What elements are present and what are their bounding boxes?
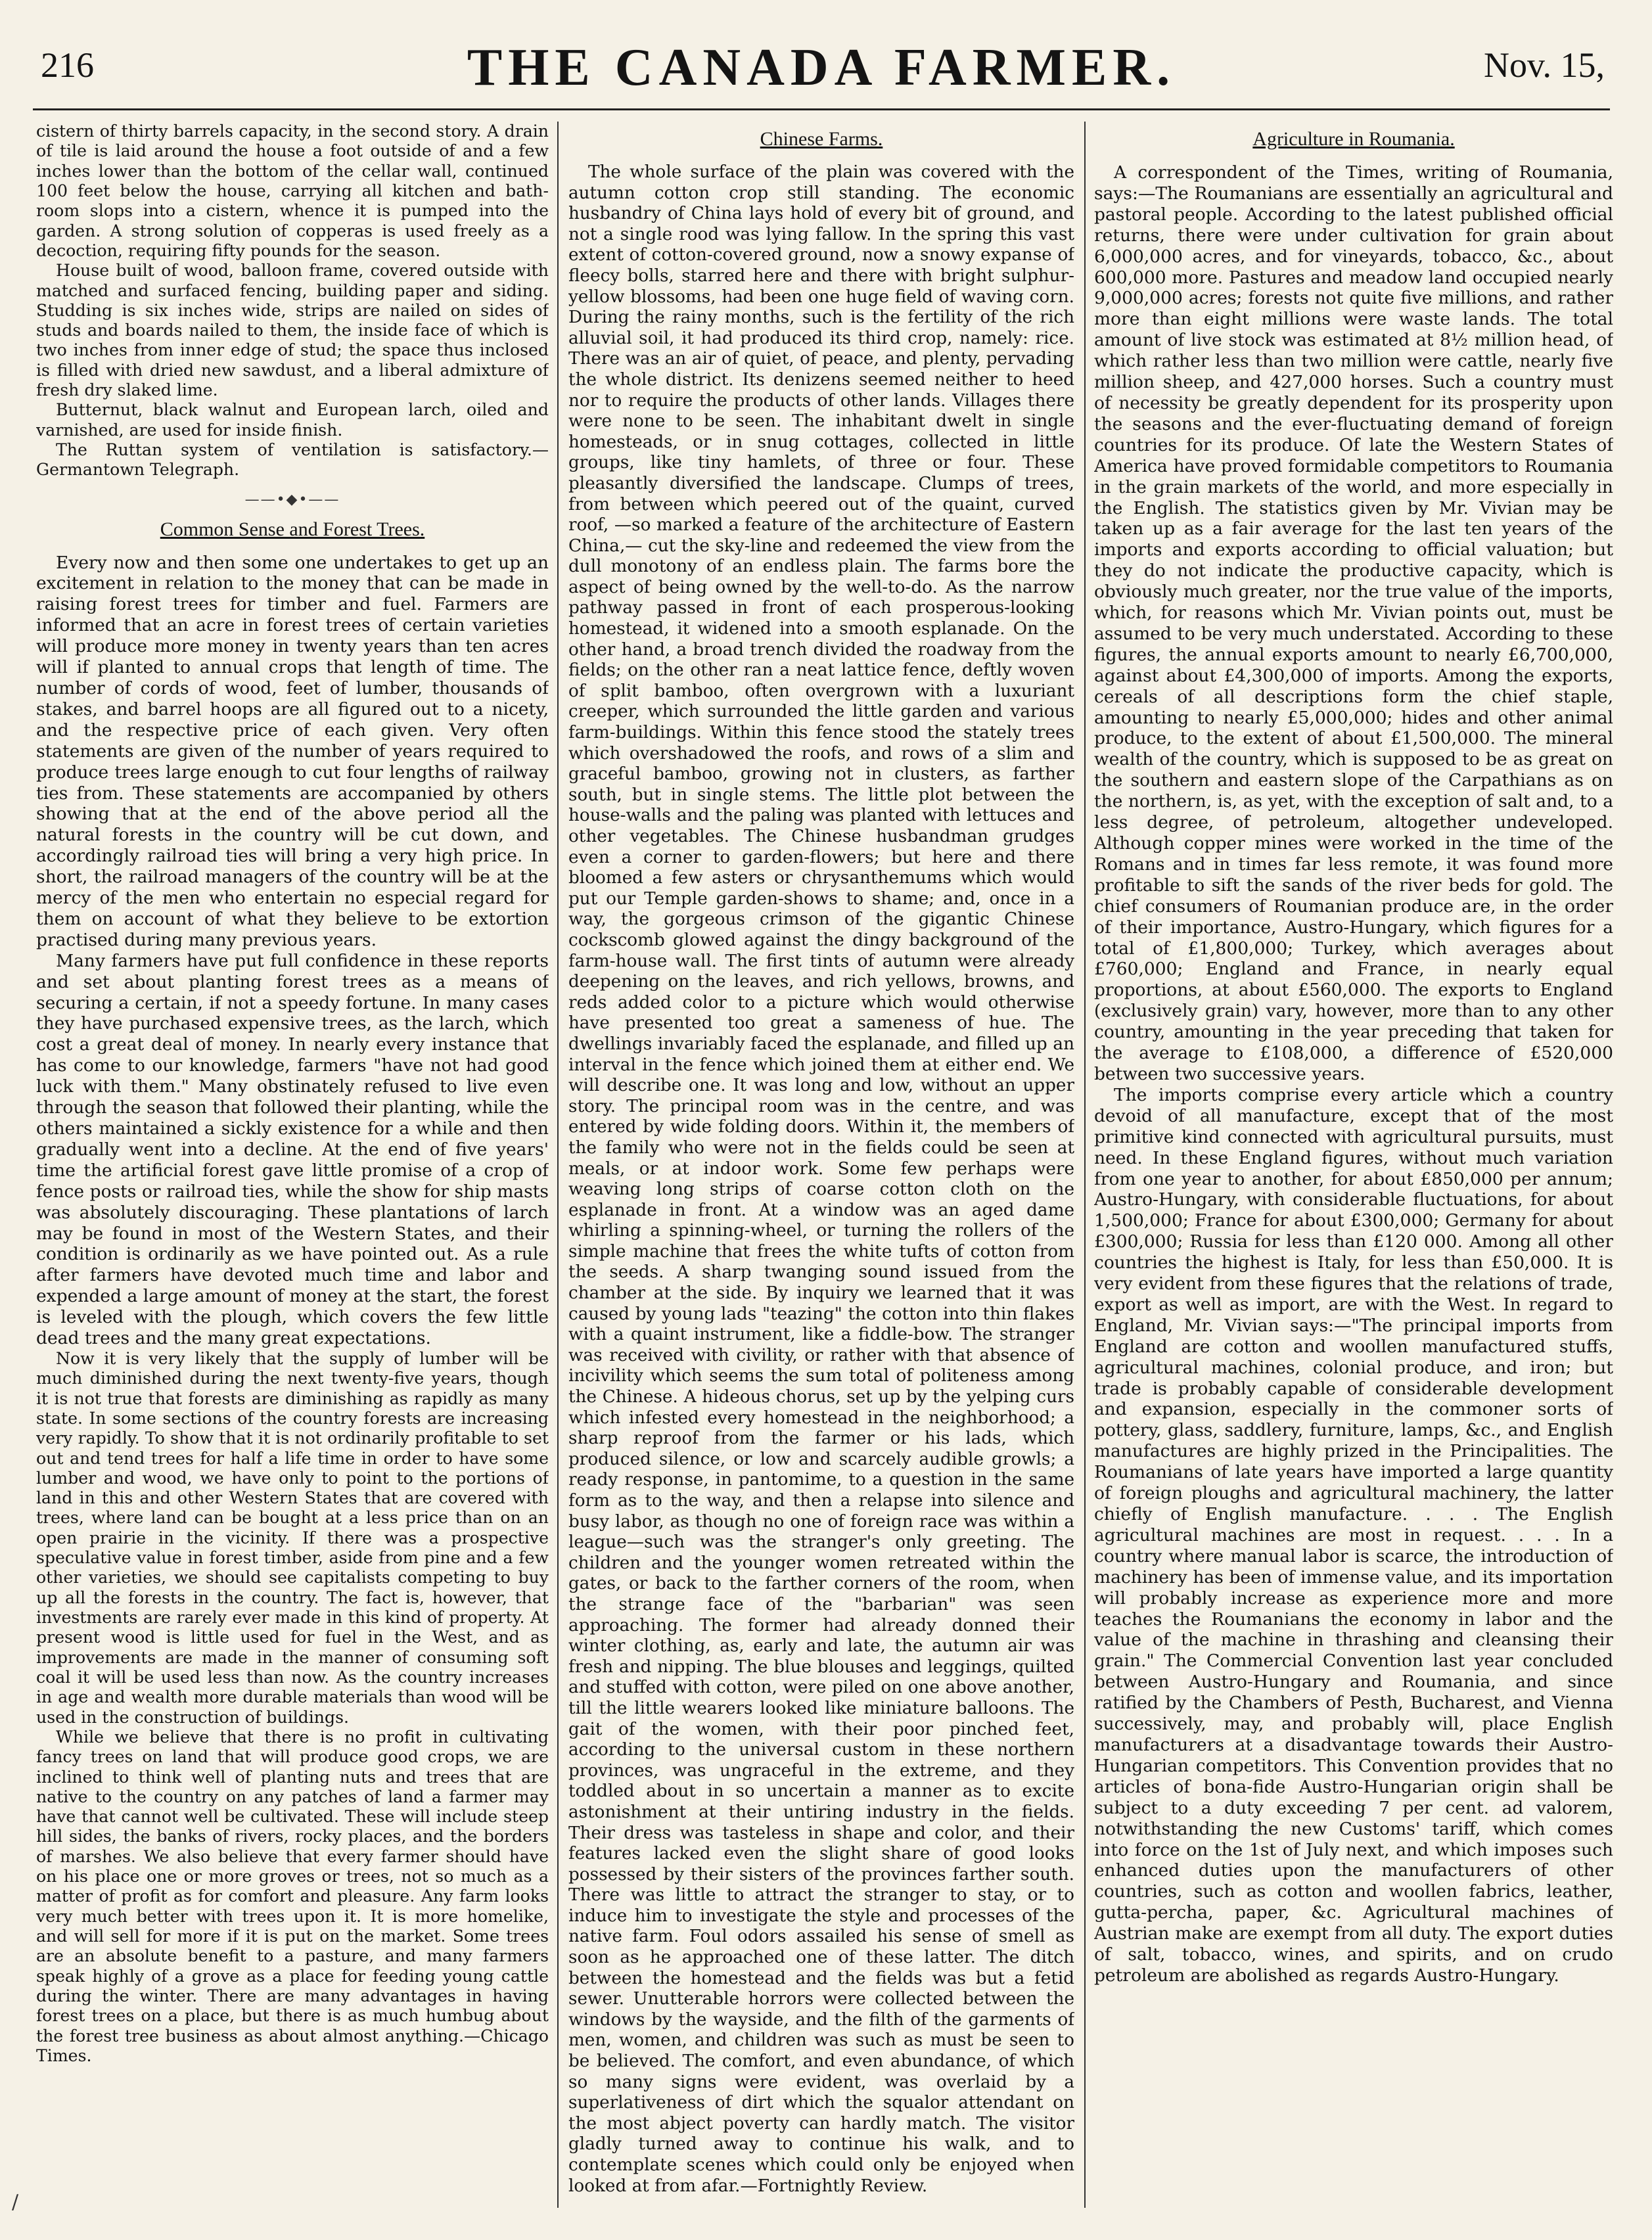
column-divider-1 [557, 122, 559, 2208]
article-heading: Chinese Farms. [760, 128, 883, 150]
column-divider-2 [1084, 122, 1086, 2208]
article-paragraph: House built of wood, balloon frame, covered outside with matched and surfaced fencing, building paper and siding. Studding is six inches wide, strips are nailed on sides of studs and boards nailed to them, the inside face of which is two inches from inner edge of stud; the space thus inclosed is filled with dried new sawdust, and a liberal admixture of fresh dry slaked lime. [36, 261, 549, 400]
article-paragraph: Many farmers have put full confidence in these reports and set about planting forest trees as a means of securing a certain, if not a speedy fortune. In many cases they have purchased expensive trees, as the larch, which cost a great deal of money. In nearly every instance that has come to our knowledge, farmers "have not had good luck with them." Many obstinately refused to live even through the season that followed their planting, while the others maintained a sickly existence for a while and then gradually went into a decline. At the end of five years' time the artificial forest gave little promise of a crop of fence posts or railroad ties, while the show for ship masts was absolutely discouraging. These plantations of larch may be found in most of the Western States, and their condition is ordinarily as we have pointed out. As a rule after farmers have devoted much time and labor and expended a large amount of money at the start, the forest is leveled with the plough, which covers the few little dead trees and the many great expectations. [36, 950, 549, 1349]
issue-date: Nov. 15, [1484, 45, 1605, 85]
masthead [33, 38, 1610, 110]
margin-mark: / [12, 2191, 19, 2214]
article-paragraph: A correspondent of the Times, writing of Roumania, says:—The Roumanians are essentially an agricultural and pastoral people. According to the latest published official returns, there were under cultivation for grain about 6,000,000 acres, and for vineyards, tobacco, &c., about 600,000 more. Pastures and meadow land occupied nearly 9,000,000 acres; forests not quite five millions, and rather more than eight millions were waste lands. The total amount of live stock was estimated at 8½ million head, of which rather less than two million were cattle, nearly five million sheep, and 427,000 horses. Such a country must of necessity be greatly dependent for its prosperity upon the seasons and the ever-fluctuating demand of foreign countries for its produce. Of late the Western States of America have proved formidable competitors to Roumania in the grain markets of the world, and more especially in the English. The statistics given by Mr. Vivian may be taken up as a fair average for the last ten years of the imports and exports according to official valuation; but they do not indicate the productive capacity, which is obviously much greater, nor the true value of the imports, which, for reasons which Mr. Vivian points out, must be assumed to be very much understated. According to these figures, the annual exports amount to nearly £6,700,000, against about £4,300,000 of imports. Among the exports, cereals of all descriptions form the chief staple, amounting to nearly £5,000,000; hides and other animal produce, to the extent of about £1,500,000. The mineral wealth of the country, which is supposed to be as great on the southern and eastern slope of the Carpathians as on the northern, is, as yet, with the exception of salt and, to a less degree, of petroleum, altogether undeveloped. Although copper mines were worked in the time of the Romans and in times far less remote, it was found more profitable to sift the sands of the river beds for gold. The chief consumers of Roumanian produce are, in the order of their importance, Austro-Hungary, which figures for a total of £1,800,000; Turkey, which averages about £760,000; England and France, in nearly equal proportions, at about £560,000. The exports to England (exclusively grain) vary, however, more than to any other country, amounting in the year preceding that taken for the average to £108,000, a difference of £520,000 between two successive years. [1094, 162, 1613, 1084]
article-paragraph: Every now and then some one undertakes to get up an excitement in relation to the money that can be made in raising forest trees for timber and fuel. Farmers are informed that an acre in forest trees of certain varieties will produce more money in twenty years than ten acres will if planted to annual crops that length of time. The number of cords of wood, feet of lumber, thousands of stakes, and barrel hoops are all figured out to a nicety, and the respective price of each given. Very often statements are given of the number of years required to produce trees large enough to cut four lengths of railway ties from. These statements are accompanied by others showing that at the end of the above period all the natural forests in the country will be cut down, and accordingly railroad ties will bring a very high price. In short, the railroad managers of the country will be at the mercy of the men who entertain no especial regard for them on account of what they believe to be extortion practised during many previous years. [36, 552, 549, 950]
section-separator: ——•◆•—— [244, 491, 340, 508]
article-heading: Agriculture in Roumania. [1252, 128, 1455, 150]
newspaper-title: THE CANADA FARMER. [467, 39, 1176, 97]
article-heading: Common Sense and Forest Trees. [160, 518, 425, 540]
article-paragraph: The imports comprise every article which a country devoid of all manufacture, except that of the most primitive kind connected with agricultural pursuits, must need. In these England figures, without much variation from one year to another, for about £850,000 per annum; Austro-Hungary, with considerable fluctuations, for about 1,500,000; France for about £300,000; Germany for about £300,000; Russia for less than £120 000. Among all other countries the highest is Italy, for less than £50,000. It is very evident from these figures that the relations of trade, export as well as import, are with the West. In regard to England, Mr. Vivian says:—"The principal imports from England are cotton and woollen manufactured stuffs, agricultural machines, colonial produce, and iron; but trade is probably capable of considerable development and expansion, especially in the commoner sorts of pottery, glass, saddlery, furniture, lamps, &c., and English manufactures are highly prized in the Principalities. The Roumanians of late years have imported a large quantity of foreign ploughs and agricultural machinery, the latter chiefly of English manufacture. . . . The English agricultural machines are most in request. . . . In a country where manual labor is scarce, the introduction of machinery has been of immense value, and its importation will probably increase as experience more and more teaches the Roumanians the economy in labor and the value of the machine in thrashing and cleansing their grain." The Commercial Convention last year concluded between Austro-Hungary and Roumania, and since ratified by the Chambers of Pesth, Bucharest, and Vienna successively, may, and probably will, place English manufacturers at a disadvantage towards their Austro-Hungarian competitors. This Convention provides that no articles of bona-fide Austro-Hungarian origin shall be subject to a duty exceeding 7 per cent. ad valorem, notwithstanding the new Customs' tariff, which comes into force on the 1st of July next, and which imposes such enhanced duties upon the manufacturers of other countries, such as cotton and woollen fabrics, leather, gutta-percha, paper, &c. Agricultural machines of Austrian make are exempt from all duty. The export duties of salt, tobacco, wines, and spirits, and on crudo petroleum are abolished as regards Austro-Hungary. [1094, 1084, 1613, 1986]
column-3 [1094, 122, 1613, 2208]
page-number: 216 [41, 45, 94, 85]
article-paragraph: Now it is very likely that the supply of lumber will be much diminished during the next twenty-five years, though it is not true that forests are diminishing as rapidly as many state. In some sections of the country forests are increasing very rapidly. To show that it is not ordinarily profitable to set out and tend trees for half a life time in order to have some lumber and wood, we have only to point to the portions of land in this and other Western States that are covered with trees, where land can be bought at a less price than on an open prairie in the vicinity. If there was a prospective speculative value in forest timber, aside from pine and a few other varieties, we should see capitalists competing to buy up all the forests in the country. The fact is, however, that investments are rarely ever made in this kind of property. At present wood is little used for fuel in the West, and as improvements are made in the manner of consuming soft coal it will be used less than now. As the country increases in age and wealth more durable materials than wood will be used in the construction of buildings. [36, 1348, 549, 1727]
article-paragraph: The Ruttan system of ventilation is satisfactory.—Germantown Telegraph. [36, 440, 549, 480]
column-1 [36, 122, 549, 2208]
article-paragraph: cistern of thirty barrels capacity, in the second story. A drain of tile is laid around the house a foot outside of and a few inches lower than the bottom of the cellar wall, continued 100 feet below the house, carrying all kitchen and bath-room slops into a cistern, whence it is pumped into the garden. A strong solution of copperas is used freely as a decoction, requiring fifty pounds for the season. [36, 122, 549, 260]
masthead-rule [33, 108, 1610, 110]
column-2 [568, 122, 1074, 2208]
article-paragraph: Butternut, black walnut and European larch, oiled and varnished, are used for inside finish. [36, 400, 549, 440]
article-paragraph: The whole surface of the plain was covered with the autumn cotton crop still standing. The economic husbandry of China lays hold of every bit of ground, and not a single rood was lying fallow. In the spring this vast extent of cotton-covered ground, now a snowy expanse of fleecy bolls, starred here and there with bright sulphur-yellow blossoms, had been one huge field of waving corn. During the rainy months, such is the fertility of the rich alluvial soil, it had produced its third crop, namely: rice. There was an air of quiet, of peace, and plenty, pervading the whole district. Its denizens seemed neither to heed nor to require the products of other lands. Villages there were none to be seen. The inhabitant dwelt in single homesteads, or in snug cottages, collected in little groups, like tiny hamlets, of three or four. These pleasantly diversified the landscape. Clumps of trees, from between which peered out of the quaint, curved roof, —so marked a feature of the architecture of Eastern China,— cut the sky-line and redeemed the view from the dull monotony of an endless plain. The farms bore the aspect of being owned by the well-to-do. As the narrow pathway passed in front of each prosperous-looking homestead, it widened into a smooth esplanade. On the other hand, a broad trench divided the roadway from the fields; on the other ran a neat lattice fence, deftly woven of split bamboo, often overgrown with a luxuriant creeper, which surrounded the little garden and various farm-buildings. Within this fence stood the stately trees which overshadowed the roofs, and rows of a slim and graceful bamboo, growing not in clusters, as farther south, but in single stems. The little plot between the house-walls and the paling was planted with lettuces and other vegetables. The Chinese husbandman grudges even a corner to garden-flowers; but here and there bloomed a few asters or chrysanthemums which would put our Temple garden-shows to shame; and, once in a way, the gorgeous crimson of the gigantic Chinese cockscomb glowed against the dingy background of the farm-house wall. The first tints of autumn were already deepening on the leaves, and rich yellows, browns, and reds added color to a picture which would otherwise have presented too great a sameness of hue. The dwellings invariably faced the esplanade, and filled up an interval in the fence which joined them at either end. We will describe one. It was long and low, without an upper story. The principal room was in the centre, and was entered by wide folding doors. Within it, the members of the family who were not in the fields could be seen at meals, or at indoor work. Some few perhaps were weaving long strips of coarse cotton cloth on the esplanade in front. At a window was an aged dame whirling a spinning-wheel, or turning the rollers of the simple machine that frees the white tufts of cotton from the seeds. A sharp twanging sound issued from the chamber at the side. By inquiry we learned that it was caused by young lads "teazing" the cotton into thin flakes with a quaint instrument, like a fiddle-bow. The stranger was received with civility, or rather with that absence of incivility which seems the sum total of politeness among the Chinese. A hideous chorus, set up by the yelping curs which infested every homestead in the neighborhood; a sharp reproof from the farmer or his lads, which produced silence, or low and scarcely audible growls; a ready response, in pantomime, to a question in the same form as to the way, and then a relapse into silence and busy labor, as though no one of foreign race was within a league—such was the stranger's only greeting. The children and the younger women retreated within the gates, or back to the farther corners of the room, when the strange face of the "barbarian" was seen approaching. The former had already donned their winter clothing, as, early and late, the autumn air was fresh and nipping. The blue blouses and leggings, quilted and stuffed with cotton, were piled on one above another, till the little wearers looked like miniature balloons. The gait of the women, with their poor pinched feet, according to the universal custom in these northern provinces, was ungraceful in the extreme, and they toddled about in so uncertain a manner as to excite astonishment at their untiring industry in the fields. Their dress was tasteless in shape and color, and their features lacked even the slight share of good looks possessed by their sisters of the provinces farther south. There was little to attract the stranger to stay, or to induce him to investigate the style and processes of the native farm. Foul odors assailed his sense of smell as soon as he approached one of these latter. The ditch between the homestead and the fields was but a fetid sewer. Unutterable horrors were collected between the windows by the wayside, and the filth of the garments of men, women, and children was such as must be seen to be believed. The comfort, and even abundance, of which so many signs were evident, was overlaid by a superlativeness of dirt which the squalor attendant on the most abject poverty can hardly match. The visitor gladly turned away to continue his walk, and to contemplate scenes which could only be enjoyed when looked at from afar.—Fortnightly Review. [568, 162, 1074, 2196]
article-paragraph: While we believe that there is no profit in cultivating fancy trees on land that will produce good crops, we are inclined to think well of planting nuts and trees that are native to the country on any patches of land a farmer may have that cannot well be cultivated. These will include steep hill sides, the banks of rivers, rocky places, and the borders of marshes. We also believe that every farmer should have on his place one or more groves or trees, not so much as a matter of profit as for comfort and pleasure. Any farm looks very much better with trees upon it. It is more homelike, and will sell for more if it is put on the market. Some trees are an absolute benefit to a pasture, and many farmers speak highly of a grove as a place for feeding young cattle during the winter. There are many advantages in having forest trees on a place, but there is as much humbug about the forest tree business as about almost anything.—Chicago Times. [36, 1727, 549, 2065]
continued-article [36, 122, 549, 480]
